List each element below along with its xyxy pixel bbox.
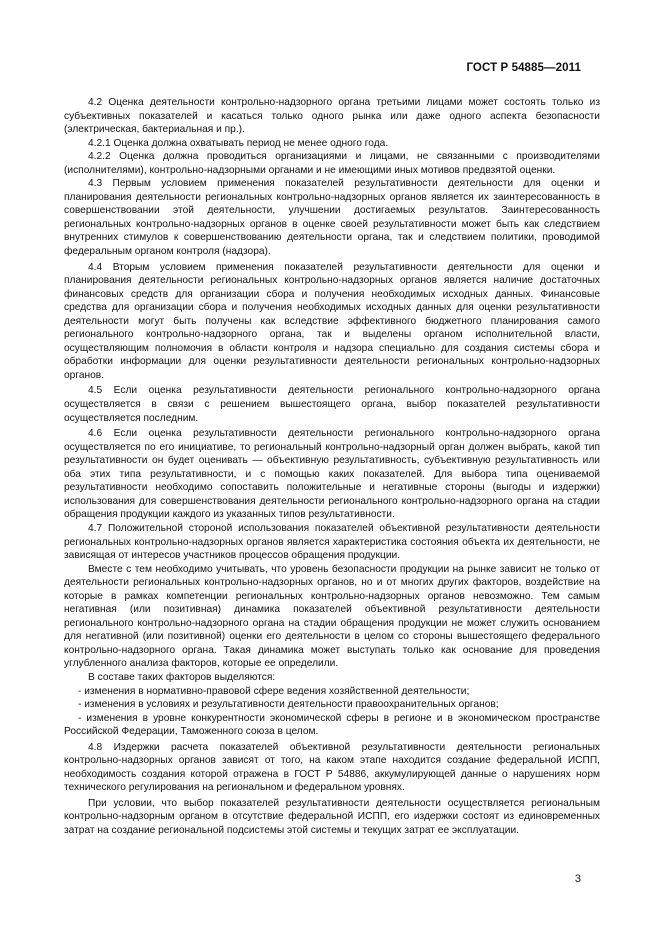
paragraph-4-4: 4.4 Вторым условием применения показателей результативности деятельности для оценки и планирования деятельности региональных контрольно-надзорных органов является наличие достаточных финансовых средств для организации сбора и получения необходимых исходных данных. Финансовые средства для организации сбора и получения необходимых исходных данных для оценки результативности деятельности могут быть получены как вследствие эффективного бюджетного планирования самого регионального контрольно-надзорного органа, так и выделены органом исполнительной власти, осуществляющим полномочия в области контроля и надзора специально для создания системы сбора и обработки информации для оценки результативности деятельности региональных контрольно-надзорных органов. bbox=[64, 261, 600, 381]
factors-intro: В составе таких факторов выделяются: bbox=[88, 671, 276, 683]
paragraph-4-3: 4.3 Первым условием применения показателей результативности деятельности для оценки и планирования деятельности региональных контрольно-надзорных органов является их заинтересованность в совершенствовании этой деятельности, улучшении достигаемых результатов. Заинтересованность региональных контрольно-надзорных органов в оценке своей результативности может быть как следствием внутренних стимулов к совершенствованию деятельности органа, так и следствием политики, проводимой федеральным органом контроля (надзора). bbox=[64, 178, 600, 258]
document-id: ГОСТ Р 54885—2011 bbox=[466, 62, 581, 74]
paragraph-4-2-1: 4.2.1 Оценка должна охватывать период не менее одного года. bbox=[88, 137, 389, 149]
paragraph-4-8-continued: При условии, что выбор показателей результативности деятельности осуществляется региональным контрольно-надзорным органом в отсутствие федеральной ИСПП, его издержки состоят из единовременных затрат на создание региональной подсистемы этой системы и текущих затрат ее эксплуатации. bbox=[64, 797, 600, 836]
paragraph-4-5: 4.5 Если оценка результативности деятельности регионального контрольно-надзорного органа осуществляется в связи с решением вышестоящего органа, выбор показателей результативности осуществляется последним. bbox=[64, 385, 600, 424]
list-item: - изменения в нормативно-правовой сфере ведения хозяйственной деятельности; bbox=[78, 685, 470, 697]
paragraph-4-8: 4.8 Издержки расчета показателей объективной результативности деятельности региональных контрольно-надзорных органов зависят от того, на каком этапе находится создание федеральной ИСПП, необходимость создания которой отражена в ГОСТ Р 54886, аккумулирующей данные о нарушениях норм технического регулирования на региональном и федеральном уровнях. bbox=[64, 741, 600, 794]
paragraph-4-7: 4.7 Положительной стороной использования показателей объективной результативности деятельности региональных контрольно-надзорных органов является характеристика состояния объекта их деятельности, не зависящая от интересов участников процессов обращения продукции. bbox=[64, 522, 600, 562]
paragraph-4-7-continued: Вместе с тем необходимо учитывать, что уровень безопасности продукции на рынке зависит не только от деятельности региональных контрольно-надзорных органов, но и от многих других факторов, воздействие на которые в рамках компетенции региональных контрольно-надзорных органов невозможно. Тем самым негативная (или позитивная) динамика показателей объективной результативности деятельности регионального контрольно-надзорного органа на стадии обращения продукции не может служить основанием для негативной (или позитивной) оценки его деятельности в целом со стороны вышестоящего федерального контрольно-надзорного органа. Такая динамика может выступать только как основание для проведения углубленного анализа факторов, которые ее определили. bbox=[64, 563, 600, 670]
list-item: - изменения в условиях и результативности деятельности правоохранительных органов; bbox=[78, 699, 499, 711]
list-item: - изменения в уровне конкурентности экономической сферы в регионе и в экономическом пространстве Российской Федерации, Таможенного союза в целом. bbox=[64, 712, 600, 738]
paragraph-4-2: 4.2 Оценка деятельности контрольно-надзорного органа третьими лицами может состоять только из субъективных показателей и касаться только одного рынка или даже одного аспекта безопасности (электрическая, бактериальная и пр.). bbox=[64, 97, 600, 136]
paragraph-4-6: 4.6 Если оценка результативности деятельности регионального контрольно-надзорного органа осуществляется по его инициативе, то региональный контрольно-надзорный орган должен выбрать, какой тип результативности он будет оценивать — объективную результативность, субъективную результативность или оба этих типа результативности, и с помощью каких показателей. Для выбора типа оцениваемой результативности необходимо сопоставить положительные и негативные стороны (выгоды и издержки) использования для совершенствования деятельности регионального контрольно-надзорного органа на стадии обращения продукции каждого из указанных типов результативности. bbox=[64, 428, 600, 521]
document-body bbox=[64, 96, 600, 838]
factors-list bbox=[64, 685, 600, 739]
page-number: 3 bbox=[574, 873, 581, 885]
paragraph-4-2-2: 4.2.2 Оценка должна проводиться организациями и лицами, не связанными с производителями (исполнителями), контрольно-надзорными органами и не имеющими иных мотивов предвзятой оценки. bbox=[64, 151, 600, 176]
